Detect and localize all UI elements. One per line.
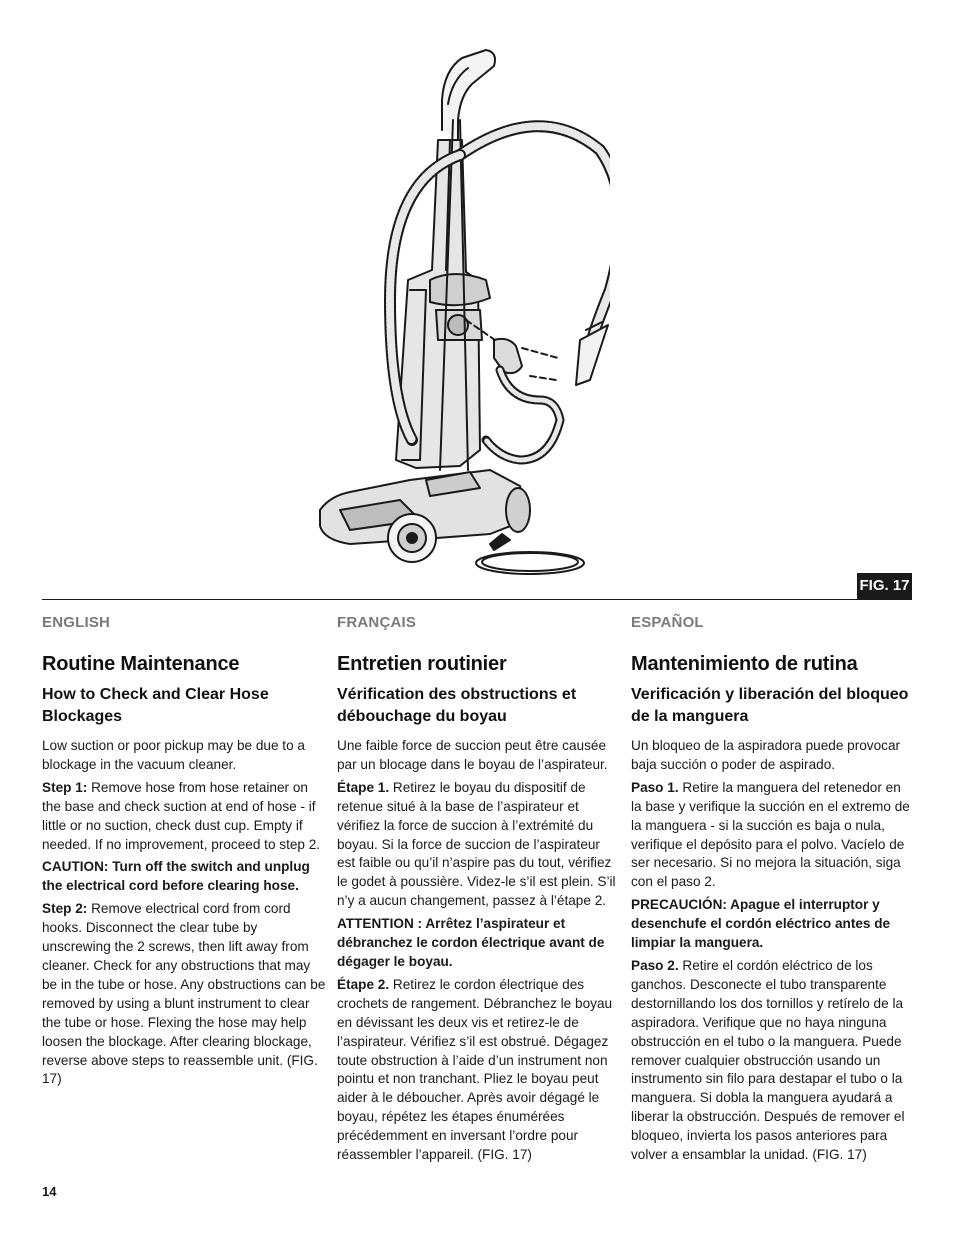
step-1-label: Paso 1. [631, 779, 679, 795]
spanish-column [631, 614, 915, 1169]
step-1-label: Étape 1. [337, 779, 390, 795]
caution-notice: PRECAUCIÓN: Apague el interruptor y desenchufe el cordón eléctrico antes de limpiar la manguera. [631, 897, 891, 951]
section-title: Mantenimiento de rutina [631, 653, 858, 675]
step-2-paragraph [631, 957, 915, 1165]
step-2-text: Retirez le cordon électrique des crochets de rangement. Débranchez le boyau en dévissant les deux vis et retirez-le de l’aspirateur. Vérifiez s’il est obstrué. Dégagez toute obstruction à l’aide d’un instrument non pointu et non tranchant. Pliez le boyau peut aider à le déboucher. Après avoir dégagé le boyau, répétez les étapes énumérées précédemment en inversant l’ordre pour réassembler l’appareil. (FIG. 17) [337, 976, 613, 1163]
step-1-paragraph [42, 779, 326, 855]
step-2-label: Step 2: [42, 901, 88, 917]
page-number: 14 [42, 1184, 57, 1199]
step-2-label: Paso 2. [631, 957, 679, 973]
step-2-text: Retire el cordón eléctrico de los ganchos. Desconecte el tubo transparente destornillando los dos tornillos y retírelo de la aspiradora. Verifique que no haya ninguna obstrucción en el tubo o la manguera. Puede remover cualquier obstrucción usando un instrumento sin filo para destapar el tubo o la manguera. Si dobla la manguera ayudará a liberar la obstrucción. Después de remover el bloqueo, invierta los pasos anteriores para volver a ensamblar la unidad. (FIG. 17) [631, 957, 905, 1163]
vacuum-cleaner-illustration [290, 40, 610, 580]
intro-paragraph: Un bloqueo de la aspiradora puede provocar baja succión o poder de aspirado. [631, 738, 901, 772]
step-2-label: Étape 2. [337, 976, 390, 992]
section-subtitle: How to Check and Clear Hose Blockages [42, 686, 269, 725]
step-2-paragraph [337, 976, 621, 1165]
step-2-text: Remove electrical cord from cord hooks. Disconnect the clear tube by unscrewing the 2 screws, then lift away from cleaner. Check for any obstructions that may be in the tube or hose. Any obstructions can be removed by using a blunt instrument to clear the tube or hose. Flexing the hose may help loosen the blockage. After clearing blockage, reverse above steps to reassemble unit. (FIG. 17) [42, 901, 326, 1087]
intro-paragraph: Low suction or poor pickup may be due to a blockage in the vacuum cleaner. [42, 738, 305, 772]
figure-label: FIG. 17 [857, 573, 912, 599]
section-subtitle: Verificación y liberación del bloqueo de la manguera [631, 686, 909, 725]
step-1-paragraph [631, 779, 915, 892]
step-1-label: Step 1: [42, 779, 88, 795]
section-divider [42, 599, 912, 600]
step-1-text: Retire la manguera del retenedor en la base y verifique la succión en el extremo de la manguera - si la succión es baja o nula, verifique el depósito para el polvo. Vacíelo de ser necesario. Si no mejora la situación, siga con el paso 2. [631, 779, 910, 890]
caution-notice: CAUTION: Turn off the switch and unplug the electrical cord before clearing hose. [42, 859, 310, 894]
step-1-paragraph [337, 779, 621, 911]
french-column [337, 614, 621, 1169]
english-column [42, 614, 326, 1093]
step-1-text: Remove hose from hose retainer on the base and check suction at end of hose - if little or no suction, check dust cup. Empty if needed. If no improvement, proceed to step 2. [42, 779, 321, 852]
caution-notice: ATTENTION : Arrêtez l’aspirateur et débranchez le cordon électrique avant de dégager le boyau. [337, 916, 605, 969]
section-title: Routine Maintenance [42, 653, 240, 675]
language-heading-spanish: ESPAÑOL [631, 614, 704, 631]
step-2-paragraph [42, 900, 326, 1089]
section-subtitle: Vérification des obstructions et débouchage du boyau [337, 686, 577, 725]
intro-paragraph: Une faible force de succion peut être causée par un blocage dans le boyau de l’aspirateur. [337, 738, 608, 772]
language-heading-english: ENGLISH [42, 614, 111, 631]
step-1-text: Retirez le boyau du dispositif de retenue situé à la base de l’aspirateur et vérifiez la force de succion à l’extrémité du boyau. Si la force de succion de l’aspirateur est faible ou qu’il n’aspire pas du tout, vérifiez le godet à poussière. Videz-le s’il est plein. S’il n’y a aucun changement, passez à l’étape 2. [337, 779, 616, 909]
section-title: Entretien routinier [337, 653, 507, 675]
language-heading-french: FRANÇAIS [337, 614, 417, 631]
